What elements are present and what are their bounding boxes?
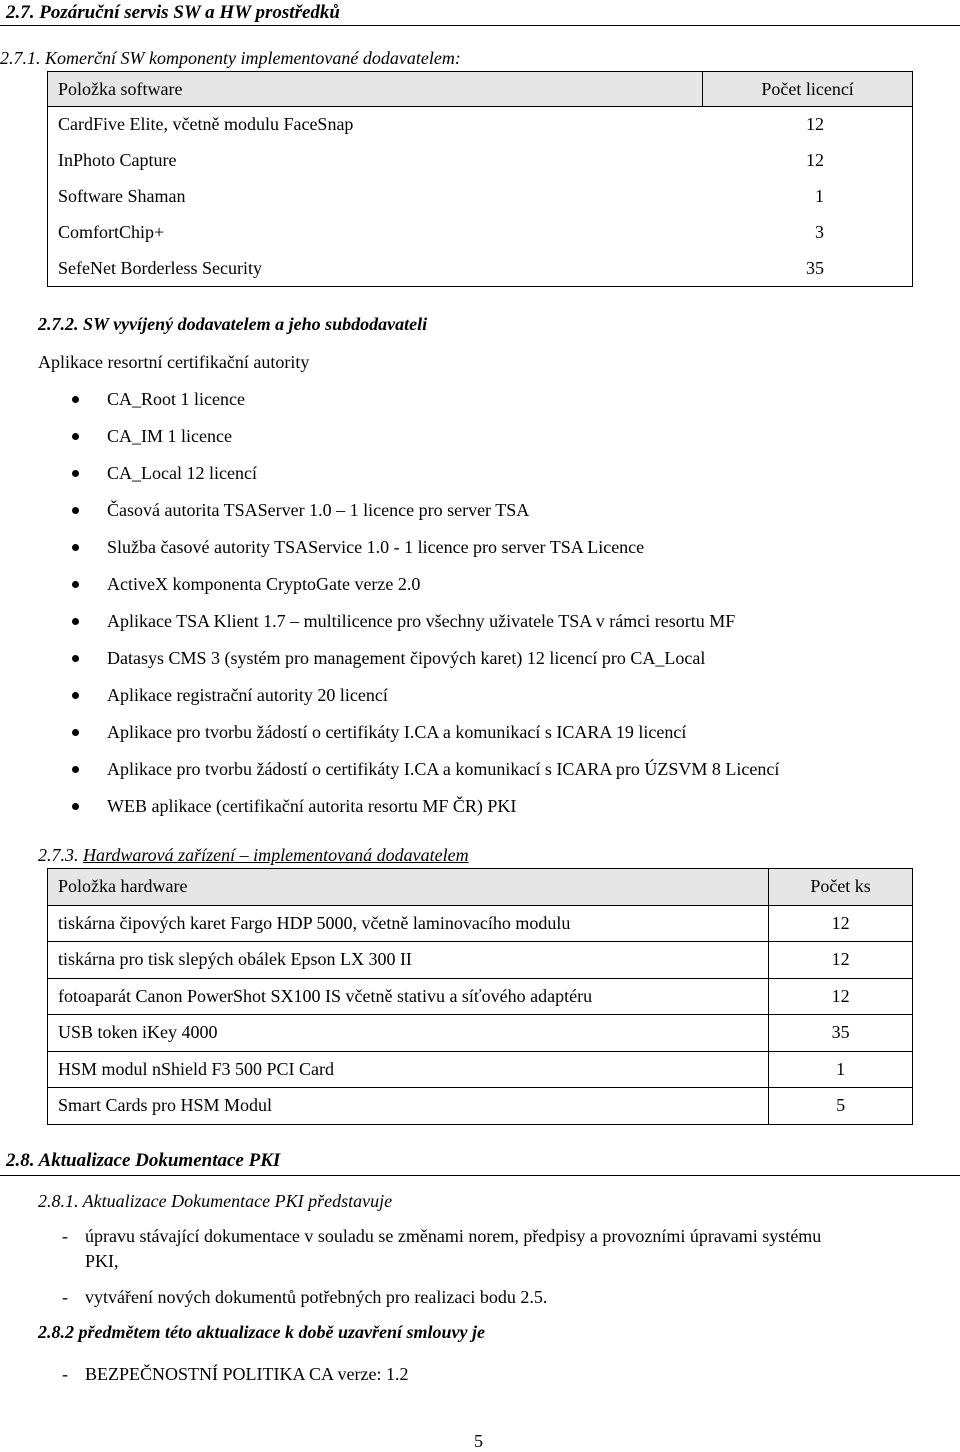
dash-item: úpravu stávající dokumentace v souladu se změnami norem, předpisy a provozními úpravami systému [85, 1226, 822, 1246]
list-item: CA_IM 1 licence [70, 418, 779, 455]
dash-item: vytváření nových dokumentů potřebných pro realizaci bodu 2.5. [85, 1287, 548, 1307]
table-row [48, 215, 913, 251]
table-row [48, 1088, 913, 1125]
list-item: Časová autorita TSAServer 1.0 – 1 licence pro server TSA [70, 492, 779, 529]
table-cell-item: Smart Cards pro HSM Modul [48, 1088, 769, 1125]
table-row [48, 1015, 913, 1052]
heading-2-7-3 [38, 845, 469, 866]
dash-marker: - [62, 1287, 68, 1307]
dash-marker: - [62, 1364, 68, 1384]
table-row [48, 942, 913, 979]
dash-item-continuation: PKI, [85, 1251, 119, 1271]
heading-2-7-2: 2.7.2. SW vyvíjený dodavatelem a jeho subdodavateli [38, 314, 428, 334]
heading-2-7: 2.7. Pozáruční servis SW a HW prostředků [6, 2, 340, 23]
list-item: CA_Root 1 licence [70, 381, 779, 418]
table-cell-count: 3 [815, 222, 824, 242]
table-row [48, 143, 913, 179]
heading-2-8-2: 2.8.2 předmětem této aktualizace k době uzavření smlouvy je [38, 1322, 485, 1342]
hardware-table [47, 868, 913, 1125]
header-cell-item: Položka hardware [48, 869, 769, 906]
table-header-row [48, 869, 913, 906]
table-row [48, 978, 913, 1015]
header-cell-count: Počet licencí [703, 72, 913, 107]
list-item: Aplikace pro tvorbu žádostí o certifikáty I.CA a komunikací s ICARA 19 licencí [70, 714, 779, 751]
table-cell-count: 35 [769, 1015, 913, 1052]
table-cell-count: 12 [769, 978, 913, 1015]
table-row [48, 905, 913, 942]
table-row [48, 1051, 913, 1088]
list-item: WEB aplikace (certifikační autorita resortu MF ČR) PKI [70, 788, 779, 825]
software-table [47, 71, 913, 287]
table-header-row [48, 72, 913, 107]
table-cell-item: HSM modul nShield F3 500 PCI Card [48, 1051, 769, 1088]
bullet-list [70, 381, 779, 825]
list-item: Datasys CMS 3 (systém pro management čipových karet) 12 licencí pro CA_Local [70, 640, 779, 677]
dash-marker: - [62, 1226, 68, 1246]
list-item: Aplikace pro tvorbu žádostí o certifikáty I.CA a komunikací s ICARA pro ÚZSVM 8 Licencí [70, 751, 779, 788]
list-item: Aplikace TSA Klient 1.7 – multilicence pro všechny uživatele TSA v rámci resortu MF [70, 603, 779, 640]
list-item: CA_Local 12 licencí [70, 455, 779, 492]
header-cell-item: Položka software [48, 72, 703, 107]
list-item: Služba časové autority TSAService 1.0 - 1 licence pro server TSA Licence [70, 529, 779, 566]
heading-2-7-1: 2.7.1. Komerční SW komponenty implementované dodavatelem: [0, 48, 461, 68]
table-cell-item: USB token iKey 4000 [48, 1015, 769, 1052]
table-cell-count: 12 [769, 942, 913, 979]
heading-2-7-3-number: 2.7.3. [38, 845, 83, 865]
table-cell-count: 12 [769, 905, 913, 942]
table-cell-count: 5 [769, 1088, 913, 1125]
table-cell-count: 12 [806, 150, 824, 170]
table-cell-item: ComfortChip+ [58, 222, 165, 242]
table-cell-item: InPhoto Capture [58, 150, 177, 170]
heading-2-8-1: 2.8.1. Aktualizace Dokumentace PKI představuje [38, 1191, 393, 1211]
list-item: Aplikace registrační autority 20 licencí [70, 677, 779, 714]
table-cell-item: tiskárna pro tisk slepých obálek Epson LX 300 II [48, 942, 769, 979]
heading-2-8: 2.8. Aktualizace Dokumentace PKI [6, 1150, 281, 1171]
table-cell-item: Software Shaman [58, 186, 186, 206]
heading-rule [0, 1175, 960, 1176]
table-cell-item: CardFive Elite, včetně modulu FaceSnap [58, 114, 354, 135]
table-cell-count: 1 [769, 1051, 913, 1088]
table-cell-count: 1 [815, 186, 824, 206]
table-row [48, 107, 913, 143]
heading-rule [0, 25, 960, 26]
list-item: ActiveX komponenta CryptoGate verze 2.0 [70, 566, 779, 603]
page-number: 5 [474, 1431, 483, 1451]
header-cell-count: Počet ks [769, 869, 913, 906]
intro-2-7-2: Aplikace resortní certifikační autority [38, 352, 310, 372]
table-cell-count: 12 [806, 114, 824, 135]
table-row [48, 251, 913, 287]
table-row [48, 179, 913, 215]
dash-item: BEZPEČNOSTNÍ POLITIKA CA verze: 1.2 [85, 1364, 409, 1384]
table-cell-item: SefeNet Borderless Security [58, 257, 262, 278]
heading-2-7-3-text: Hardwarová zařízení – implementovaná dodavatelem [83, 845, 469, 865]
table-cell-item: tiskárna čipových karet Fargo HDP 5000, včetně laminovacího modulu [48, 905, 769, 942]
table-cell-item: fotoaparát Canon PowerShot SX100 IS včetně stativu a síťového adaptéru [48, 978, 769, 1015]
table-cell-count: 35 [806, 257, 824, 278]
